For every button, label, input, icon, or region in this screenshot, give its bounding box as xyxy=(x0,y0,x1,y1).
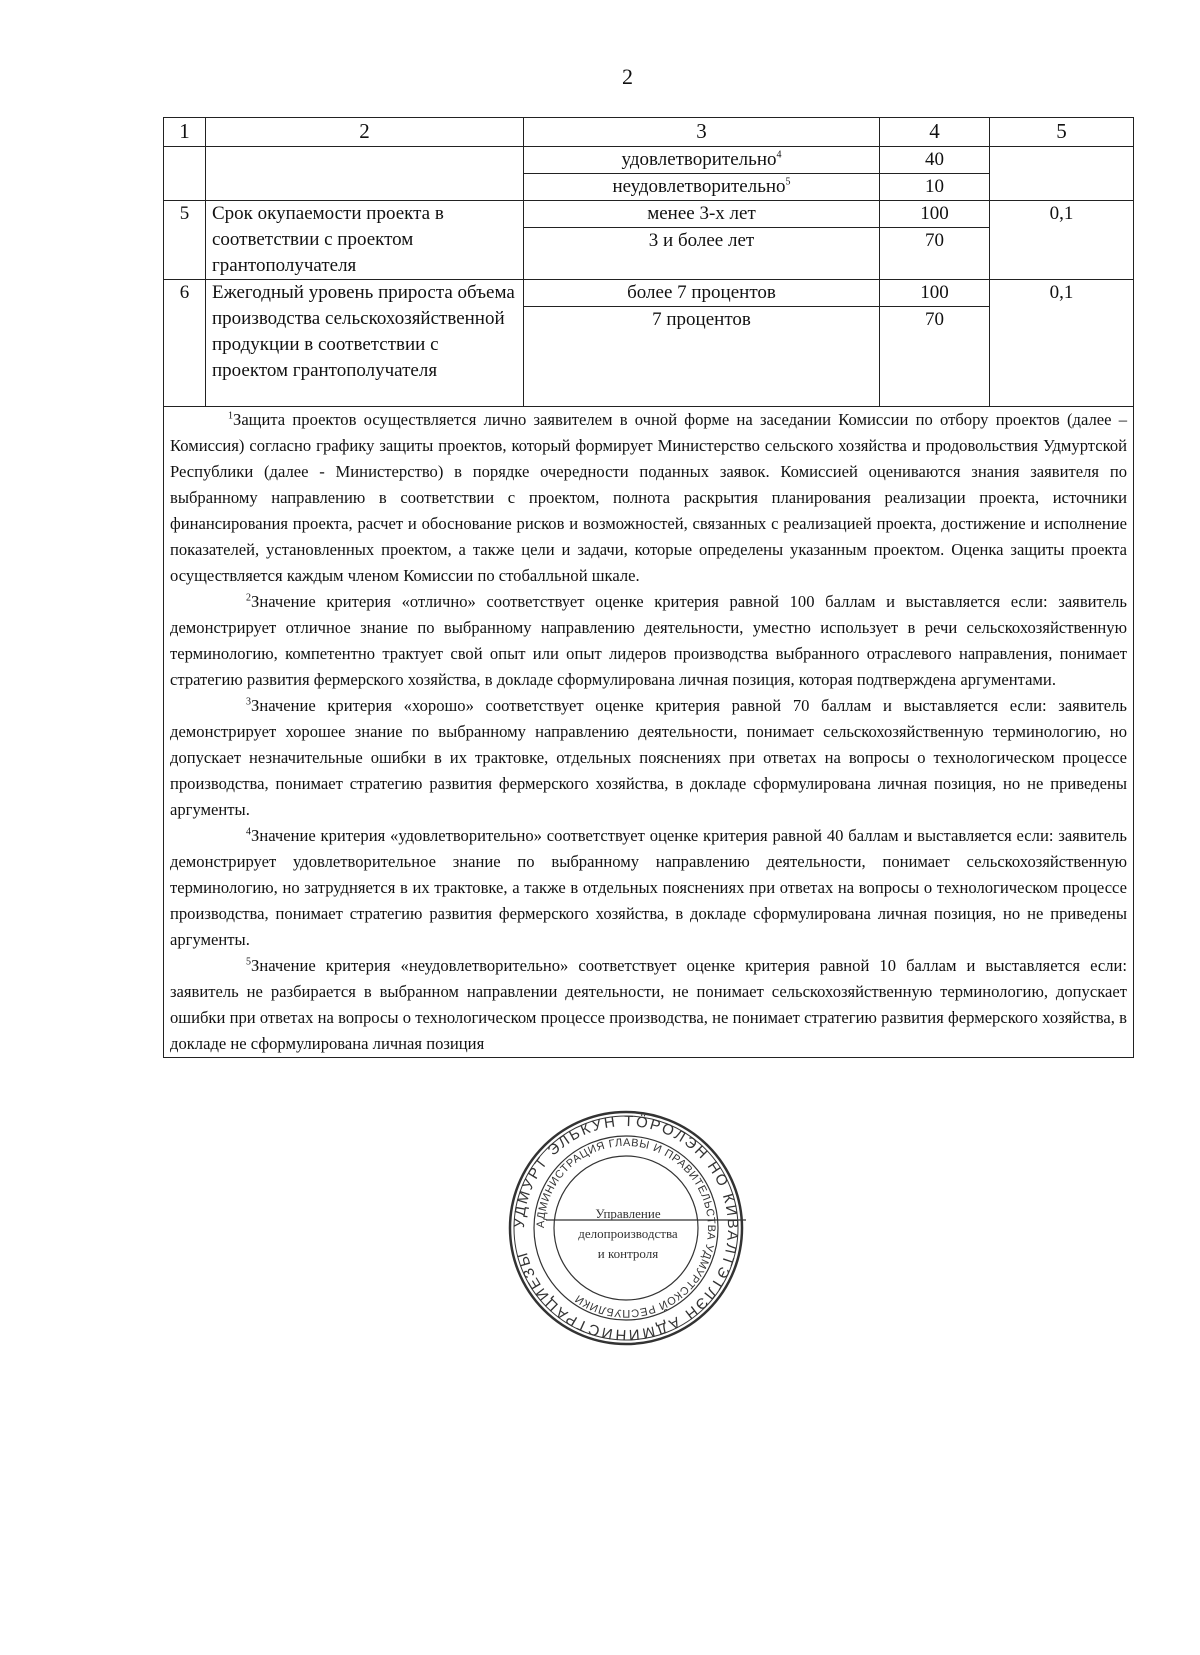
option-cell: менее 3-х лет xyxy=(524,201,880,228)
seal-graphic xyxy=(506,1108,746,1348)
footnote-text: Защита проектов осуществляется лично заявителем в очной форме на заседании Комиссии по отбору проектов (далее – Комиссия) согласно графику защиты проектов, который формирует Министерство сельского хозяйства и продовольствия Удмуртской Республики (далее - Министерство) в порядке очередности поданных заявок. Комиссией оцениваются знания заявителя по выбранному направлению в соответствии с проектом, полнота раскрытия планирования реализации проекта, источники финансирования проекта, расчет и обоснование рисков и возможностей, связанных с реализацией проекта, достижение и исполнение показателей, установленных проектом, а также цели и задачи, которые определены указанным проектом. Оценка защиты проекта осуществляется каждым членом Комиссии по стобалльной шкале. xyxy=(170,410,1127,585)
option-cell xyxy=(524,174,880,201)
score-cell: 40 xyxy=(880,147,990,174)
notes-row xyxy=(164,407,1134,1058)
footnote-number: 1 xyxy=(228,410,233,422)
score-cell: 70 xyxy=(880,307,990,407)
option-text: неудовлетворительно xyxy=(612,176,786,197)
footnote xyxy=(170,589,1127,693)
criterion-cell: Ежегодный уровень прироста объема производства сельскохозяйственной продукции в соответствии с проектом грантополучателя xyxy=(206,280,524,407)
official-seal xyxy=(506,1108,746,1348)
criterion-cell: Срок окупаемости проекта в соответствии с проектом грантополучателя xyxy=(206,201,524,280)
footnote xyxy=(170,823,1127,953)
weight-cell: 0,1 xyxy=(990,280,1134,407)
footnote xyxy=(170,693,1127,823)
weight-cell xyxy=(990,147,1134,201)
footnote xyxy=(170,407,1127,589)
option-cell: более 7 процентов xyxy=(524,280,880,307)
option-cell: 7 процентов xyxy=(524,307,880,407)
option-cell: 3 и более лет xyxy=(524,228,880,280)
option-cell xyxy=(524,147,880,174)
footnote-number: 4 xyxy=(246,826,251,838)
page-number: 2 xyxy=(622,64,633,89)
footnote xyxy=(170,953,1127,1057)
footnote-text: Значение критерия «отлично» соответствует оценке критерия равной 100 баллам и выставляется если: заявитель демонстрирует отличное знание по выбранному направлению деятельности, уместно использует в речи сельскохозяйственную терминологию, компетентно трактует свой опыт или опыт лидеров производства выбранного отраслевого направления, понимает стратегию развития фермерского хозяйства, в докладе сформулирована личная позиция, которая подтверждена аргументами. xyxy=(170,592,1127,689)
header-cell: 3 xyxy=(524,118,880,147)
footnote-number: 2 xyxy=(246,592,251,604)
header-cell: 5 xyxy=(990,118,1134,147)
header-cell: 2 xyxy=(206,118,524,147)
criteria-table xyxy=(163,117,1134,1058)
footnote-ref: 4 xyxy=(776,149,782,161)
score-cell: 70 xyxy=(880,228,990,280)
footnote-number: 5 xyxy=(246,956,251,968)
footnote-text: Значение критерия «удовлетворительно» соответствует оценке критерия равной 40 баллам и выставляется если: заявитель демонстрирует удовлетворительное знание по выбранному направлению деятельности, понимает сельскохозяйственную терминологию, но затрудняется в их трактовке, а также в отдельных пояснениях при ответах на вопросы о технологическом процессе производства, понимает стратегию развития фермерского хозяйства, в докладе сформулирована личная позиция, но не приведены аргументы. xyxy=(170,826,1127,949)
notes-cell xyxy=(164,407,1134,1058)
seal-center-line: и контроля xyxy=(597,1246,659,1261)
table-row xyxy=(164,147,1134,174)
weight-cell: 0,1 xyxy=(990,201,1134,280)
seal-center-line: делопроизводства xyxy=(578,1226,678,1241)
footnote-text: Значение критерия «неудовлетворительно» соответствует оценке критерия равной 10 баллам и выставляется если: заявитель не разбирается в выбранном направлении деятельности, не понимает сельскохозяйственную терминологию, допускает ошибки при ответах на вопросы о технологическом процессе производства, не понимает стратегию развития фермерского хозяйства, в докладе не сформулирована личная позиция xyxy=(170,956,1127,1053)
score-cell: 10 xyxy=(880,174,990,201)
score-cell: 100 xyxy=(880,201,990,228)
num-cell: 6 xyxy=(164,280,206,407)
criterion-cell xyxy=(206,147,524,201)
footnote-text: Значение критерия «хорошо» соответствует оценке критерия равной 70 баллам и выставляется если: заявитель демонстрирует хорошее знание по выбранному направлению деятельности, понимает сельскохозяйственную терминологию, но допускает незначительные ошибки в их трактовке, отдельных пояснениях при ответах на вопросы о технологическом процессе производства, понимает стратегию развития фермерского хозяйства, в докладе сформулирована личная позиция, но не приведены аргументы. xyxy=(170,696,1127,819)
header-row xyxy=(164,118,1134,147)
num-cell xyxy=(164,147,206,201)
score-cell: 100 xyxy=(880,280,990,307)
seal-center-line: Управление xyxy=(595,1206,661,1221)
num-cell: 5 xyxy=(164,201,206,280)
table-row xyxy=(164,201,1134,228)
header-cell: 1 xyxy=(164,118,206,147)
table-row xyxy=(164,280,1134,307)
footnote-number: 3 xyxy=(246,696,251,708)
seal-outer-text: УДМУРТ ЭЛЬКУН ТӦРОЛЭН НО КИВАЛТЭТЛЭН АДМИНИСТРАЦИЕЗЫ xyxy=(510,1112,742,1344)
option-text: удовлетворительно xyxy=(621,149,777,170)
header-cell: 4 xyxy=(880,118,990,147)
seal-inner-text: АДМИНИСТРАЦИЯ ГЛАВЫ И ПРАВИТЕЛЬСТВА УДМУРТСКОЙ РЕСПУБЛИКИ xyxy=(534,1136,718,1320)
footnote-ref: 5 xyxy=(785,176,791,188)
